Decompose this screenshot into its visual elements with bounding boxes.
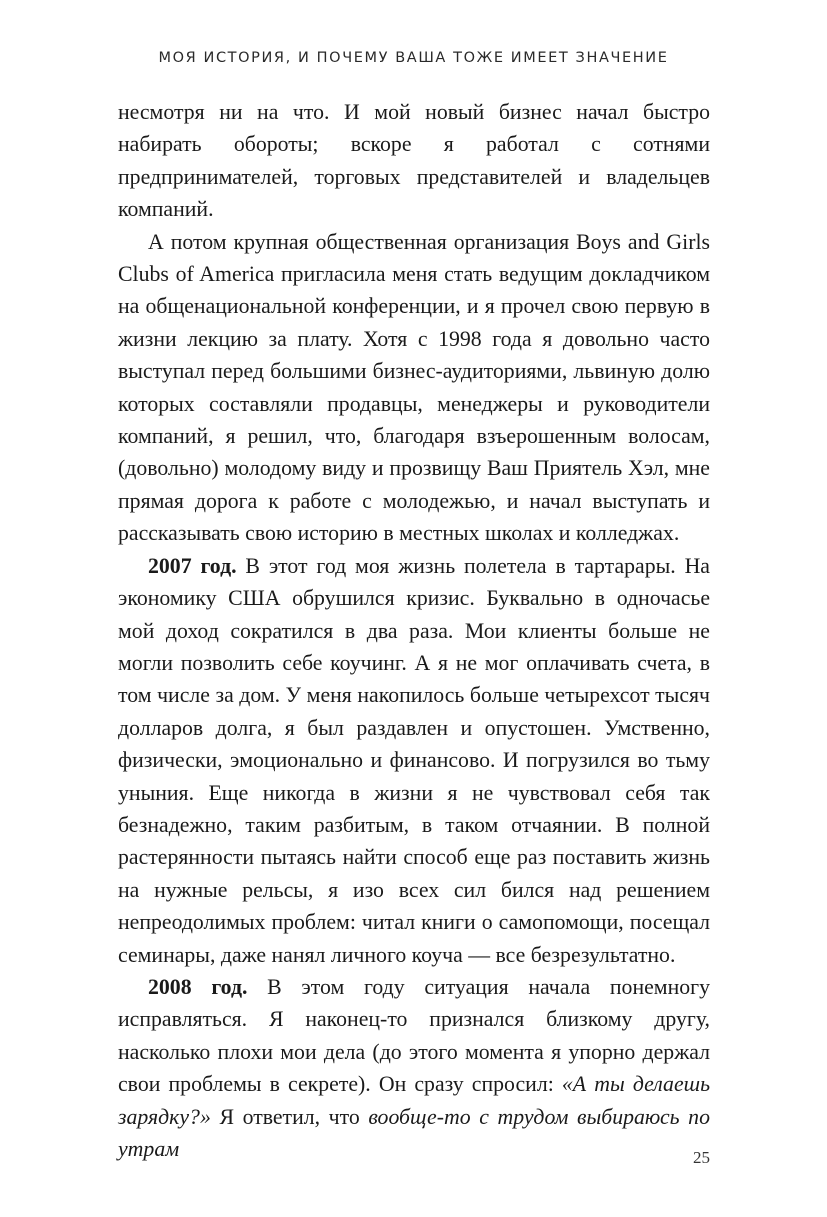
paragraph-continuation: несмотря ни на что. И мой новый бизнес начал быстро набирать обороты; вскоре я работал с сотнями предпринимателей, торговых представителей и владельцев компаний. [118, 100, 710, 222]
paragraph-2007 [118, 550, 710, 971]
paragraph-2007-text: В этот год моя жизнь полетела в тартарары. На экономику США обрушился кризис. Буквально в одночасье мой доход сократился в два раза. Мои клиенты больше не могли позволить себе коучинг. А я не мог оплачивать счета, в том числе за дом. У меня накопилось больше четырехсот тысяч долларов долга, я был раздавлен и опустошен. Умственно, физически, эмоционально и финансово. И погрузился во тьму уныния. Еще никогда в жизни я не чувствовал себя так безнадежно, таким разбитым, в таком отчаянии. В полной растерянности пытаясь найти способ еще раз поставить жизнь на нужные рельсы, я изо всех сил бился над решением непреодолимых проблем: читал книги о самопомощи, посещал семинары, даже нанял личного коуча — все безрезультатно. [118, 553, 710, 967]
running-head: МОЯ ИСТОРИЯ, И ПОЧЕМУ ВАША ТОЖЕ ИМЕЕТ ЗНАЧЕНИЕ [158, 50, 669, 66]
paragraph-2008 [118, 971, 710, 1165]
body-text [118, 96, 710, 1165]
quote-italic: «А ты делаешь зарядку?» [118, 1072, 710, 1129]
year-heading-2007: 2007 год. [148, 553, 237, 578]
italic-phrase: вообще-то с трудом выбираюсь по утрам [118, 1104, 710, 1161]
paragraph-2008-text: В этом году ситуация начала понемногу исправляться. Я наконец-то признался близкому другу, насколько плохи мои дела (до этого момента я упорно держал свои проблемы в секрете). Он сразу спросил: [118, 974, 710, 1097]
paragraph-boys-and-girls-clubs: А потом крупная общественная организация Boys and Girls Clubs of America пригласила меня стать ведущим докладчиком на общенациональной конференции, и я прочел свою первую в жизни лекцию за плату. Хотя с 1998 года я довольно часто выступал перед большими бизнес-аудиториями, львиную долю которых составляли продавцы, менеджеры и руководители компаний, я решил, что, благодаря взъерошенным волосам, (довольно) молодому виду и прозвищу Ваш Приятель Хэл, мне прямая дорога к работе с молодежью, и начал выступать и рассказывать свою историю в местных школах и колледжах. [118, 229, 710, 546]
year-heading-2008: 2008 год. [148, 974, 248, 999]
paragraph-2008-text-2: Я ответил, что [210, 1104, 369, 1129]
page-number: 25 [693, 1148, 710, 1167]
